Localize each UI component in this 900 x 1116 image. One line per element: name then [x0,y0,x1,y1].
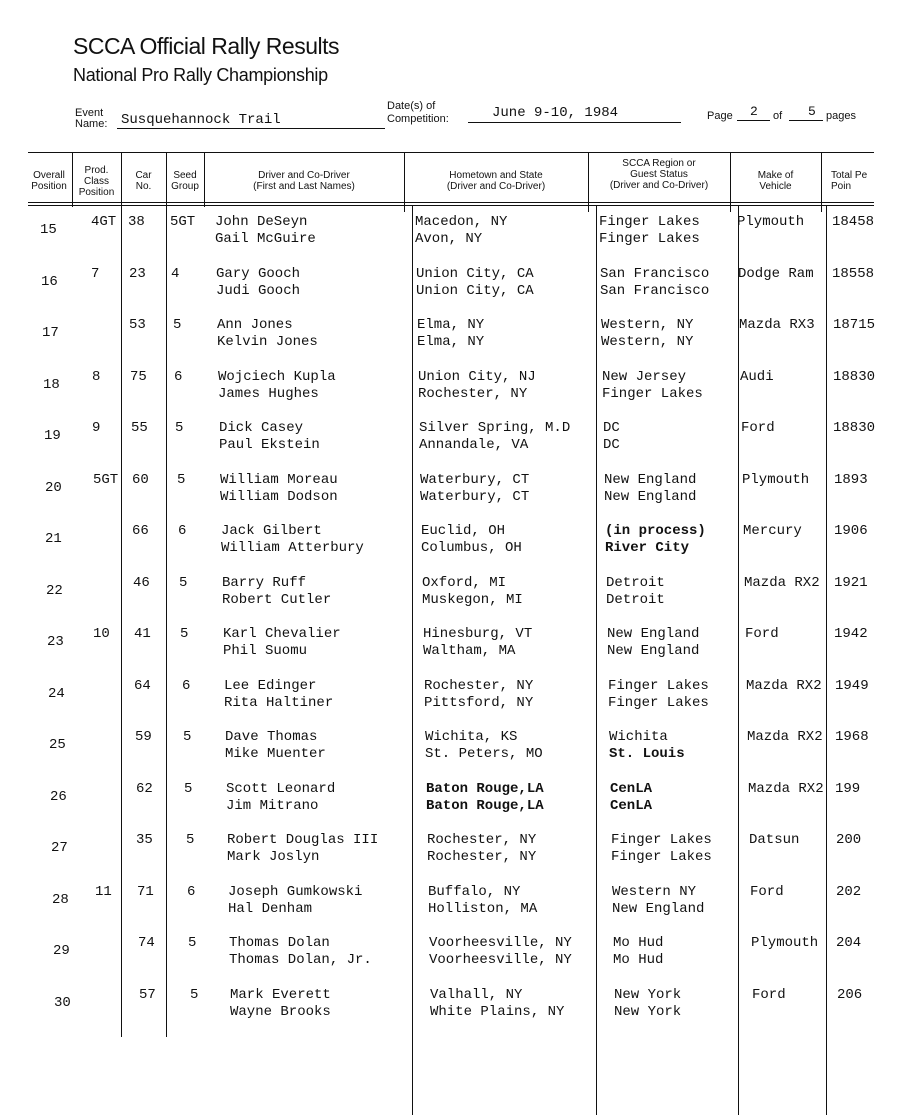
overall-position: 18 [43,377,60,393]
competition-label: Competition: [387,113,449,125]
vehicle-make: Mazda RX2 [747,729,823,745]
codriver-hometown: Voorheesville, NY [429,952,572,968]
col-header-overall: Overall Position [31,170,67,192]
vehicle-make: Mazda RX2 [748,781,824,797]
total-points: 1968 [835,729,869,745]
header-bottom-rule [28,202,874,203]
driver-name: Thomas Dolan [229,935,330,951]
car-number: 66 [132,523,149,539]
header-bottom-rule-2 [28,205,874,206]
page-label: Page [707,110,733,122]
driver-hometown: Oxford, MI [422,575,507,591]
codriver-region: Detroit [606,592,665,608]
overall-position: 29 [53,943,70,959]
codriver-region: Finger Lakes [611,849,712,865]
prod-class-position: 7 [91,266,100,282]
seed-group: 5 [175,420,184,436]
pages-label: pages [826,110,856,122]
driver-name: Scott Leonard [226,781,336,797]
codriver-hometown: Waterbury, CT [420,489,530,505]
codriver-region: New England [604,489,697,505]
event-underline [117,128,385,129]
vehicle-make: Ford [741,420,775,436]
driver-hometown: Valhall, NY [430,987,523,1003]
overall-position: 27 [51,840,68,856]
driver-region: New England [604,472,697,488]
codriver-name: Jim Mitrano [226,798,319,814]
seed-group: 5 [180,626,189,642]
seed-group: 5GT [170,214,196,230]
total-points: 1949 [835,678,869,694]
codriver-name: Mike Muenter [225,746,326,762]
total-points: 18558 [832,266,875,282]
page-total: 5 [808,104,816,119]
codriver-region: New England [607,643,700,659]
driver-hometown: Silver Spring, M.D [419,420,571,436]
overall-position: 26 [50,789,67,805]
codriver-hometown: White Plains, NY [430,1004,565,1020]
car-number: 71 [137,884,154,900]
driver-name: Mark Everett [230,987,331,1003]
prod-class-position: 5GT [93,472,119,488]
driver-name: Wojciech Kupla [218,369,336,385]
col-header-driver: Driver and Co-Driver (First and Last Names) [253,170,355,192]
seed-group: 6 [187,884,196,900]
codriver-region: Western, NY [601,334,694,350]
car-number: 60 [132,472,149,488]
codriver-region: San Francisco [600,283,710,299]
codriver-hometown: St. Peters, MO [425,746,543,762]
driver-region: New Jersey [602,369,687,385]
driver-hometown: Hinesburg, VT [423,626,533,642]
prod-class-position: 10 [93,626,110,642]
codriver-name: Kelvin Jones [217,334,318,350]
codriver-region: CenLA [610,798,653,814]
column-divider [166,152,167,1037]
driver-name: Lee Edinger [224,678,317,694]
table-top-rule [28,152,874,153]
codriver-hometown: Avon, NY [415,231,483,247]
codriver-region: St. Louis [609,746,685,762]
vehicle-make: Datsun [749,832,800,848]
driver-region: New York [614,987,682,1003]
overall-position: 30 [54,995,71,1011]
driver-hometown: Union City, CA [416,266,534,282]
car-number: 23 [129,266,146,282]
codriver-name: Phil Suomu [223,643,308,659]
overall-position: 25 [49,737,66,753]
vehicle-make: Plymouth [742,472,810,488]
driver-region: Mo Hud [613,935,664,951]
codriver-name: William Dodson [220,489,338,505]
col-header-region: SCCA Region or Guest Status (Driver and Co-Driver) [609,157,709,191]
driver-hometown: Union City, NJ [418,369,536,385]
prod-class-position: 11 [95,884,112,900]
codriver-hometown: Union City, CA [416,283,534,299]
overall-position: 22 [46,583,63,599]
car-number: 46 [133,575,150,591]
page-number: 2 [750,104,758,119]
car-number: 55 [131,420,148,436]
driver-hometown: Waterbury, CT [420,472,530,488]
car-number: 41 [134,626,151,642]
driver-hometown: Baton Rouge,LA [426,781,544,797]
seed-group: 6 [174,369,183,385]
codriver-hometown: Annandale, VA [419,437,529,453]
codriver-region: Finger Lakes [608,695,709,711]
driver-hometown: Rochester, NY [427,832,537,848]
car-number: 75 [130,369,147,385]
codriver-name: Rita Haltiner [224,695,334,711]
overall-position: 17 [42,325,59,341]
total-points: 1906 [834,523,868,539]
codriver-hometown: Rochester, NY [427,849,537,865]
total-points: 1921 [834,575,868,591]
total-points: 206 [837,987,863,1003]
event-name-label: Name: [75,118,108,130]
col-header-car-no: Car No. [135,170,152,192]
driver-name: Gary Gooch [216,266,301,282]
event-name-value: Susquehannock Trail [121,112,281,128]
col-header-points: Total Pe Poin [831,170,868,192]
codriver-region: DC [603,437,620,453]
of-label: of [773,110,783,122]
codriver-region: Mo Hud [613,952,664,968]
vehicle-make: Plymouth [751,935,819,951]
driver-name: Barry Ruff [222,575,307,591]
codriver-hometown: Waltham, MA [423,643,516,659]
codriver-region: New England [612,901,705,917]
prod-class-position: 8 [92,369,101,385]
driver-name: Dick Casey [219,420,304,436]
prod-class-position: 4GT [91,214,117,230]
driver-region: New England [607,626,700,642]
codriver-name: Gail McGuire [215,231,316,247]
total-points: 18830 [833,369,876,385]
driver-name: Karl Chevalier [223,626,341,642]
codriver-hometown: Baton Rouge,LA [426,798,544,814]
driver-name: Jack Gilbert [221,523,322,539]
codriver-region: Finger Lakes [599,231,700,247]
overall-position: 20 [45,480,62,496]
codriver-name: Mark Joslyn [227,849,320,865]
seed-group: 5 [190,987,199,1003]
codriver-hometown: Rochester, NY [418,386,528,402]
driver-region: CenLA [610,781,653,797]
codriver-hometown: Columbus, OH [421,540,522,556]
total-points: 1893 [834,472,868,488]
driver-hometown: Rochester, NY [424,678,534,694]
codriver-hometown: Muskegon, MI [422,592,523,608]
page-subtitle: National Pro Rally Championship [73,65,328,85]
vehicle-make: Ford [752,987,786,1003]
column-divider [738,205,739,1115]
vehicle-make: Mercury [743,523,802,539]
overall-position: 19 [44,428,61,444]
driver-hometown: Euclid, OH [421,523,506,539]
codriver-name: Thomas Dolan, Jr. [229,952,372,968]
total-underline [789,120,823,121]
seed-group: 4 [171,266,180,282]
vehicle-make: Ford [750,884,784,900]
vehicle-make: Dodge Ram [738,266,814,282]
total-points: 18715 [833,317,876,333]
seed-group: 6 [182,678,191,694]
vehicle-make: Plymouth [737,214,805,230]
driver-region: Finger Lakes [611,832,712,848]
total-points: 204 [836,935,862,951]
total-points: 18458 [832,214,875,230]
column-divider [121,152,122,1037]
codriver-name: William Atterbury [221,540,364,556]
vehicle-make: Ford [745,626,779,642]
driver-region: Detroit [606,575,665,591]
driver-name: Dave Thomas [225,729,318,745]
driver-name: Robert Douglas III [227,832,379,848]
overall-position: 28 [52,892,69,908]
seed-group: 5 [188,935,197,951]
col-header-make: Make of Vehicle [757,170,794,192]
driver-region: San Francisco [600,266,710,282]
seed-group: 5 [173,317,182,333]
vehicle-make: Mazda RX2 [746,678,822,694]
date-underline [468,122,681,123]
driver-hometown: Macedon, NY [415,214,508,230]
total-points: 1942 [834,626,868,642]
codriver-name: Hal Denham [228,901,313,917]
driver-region: Finger Lakes [608,678,709,694]
driver-hometown: Buffalo, NY [428,884,521,900]
page-title: SCCA Official Rally Results [73,33,339,59]
codriver-name: Robert Cutler [222,592,332,608]
car-number: 59 [135,729,152,745]
page-underline [737,120,770,121]
codriver-hometown: Holliston, MA [428,901,538,917]
car-number: 64 [134,678,151,694]
codriver-name: Judi Gooch [216,283,301,299]
codriver-name: Wayne Brooks [230,1004,331,1020]
seed-group: 5 [179,575,188,591]
vehicle-make: Mazda RX3 [739,317,815,333]
driver-name: Ann Jones [217,317,293,333]
driver-name: John DeSeyn [215,214,308,230]
codriver-region: Finger Lakes [602,386,703,402]
prod-class-position: 9 [92,420,101,436]
driver-hometown: Voorheesville, NY [429,935,572,951]
seed-group: 5 [186,832,195,848]
overall-position: 23 [47,634,64,650]
codriver-hometown: Pittsford, NY [424,695,534,711]
overall-position: 21 [45,531,62,547]
column-divider [596,205,597,1115]
column-divider [826,205,827,1115]
total-points: 200 [836,832,862,848]
driver-name: William Moreau [220,472,338,488]
date-value: June 9-10, 1984 [492,105,619,121]
seed-group: 5 [177,472,186,488]
total-points: 199 [835,781,861,797]
car-number: 38 [128,214,145,230]
car-number: 62 [136,781,153,797]
codriver-region: New York [614,1004,682,1020]
driver-hometown: Elma, NY [417,317,485,333]
overall-position: 24 [48,686,65,702]
driver-region: Wichita [609,729,668,745]
event-label: Event [75,107,104,119]
codriver-name: Paul Ekstein [219,437,320,453]
codriver-hometown: Elma, NY [417,334,485,350]
seed-group: 5 [184,781,193,797]
car-number: 53 [129,317,146,333]
overall-position: 16 [41,274,58,290]
driver-region: Western NY [612,884,697,900]
driver-region: DC [603,420,620,436]
column-divider [412,205,413,1115]
seed-group: 6 [178,523,187,539]
car-number: 35 [136,832,153,848]
driver-region: (in process) [605,523,706,539]
codriver-region: River City [605,540,690,556]
driver-region: Finger Lakes [599,214,700,230]
driver-region: Western, NY [601,317,694,333]
vehicle-make: Mazda RX2 [744,575,820,591]
total-points: 202 [836,884,862,900]
seed-group: 5 [183,729,192,745]
total-points: 18830 [833,420,876,436]
col-header-prod-class: Prod. Class Position [78,164,115,198]
overall-position: 15 [40,222,57,238]
car-number: 57 [139,987,156,1003]
vehicle-make: Audi [740,369,774,385]
date-label: Date(s) of [387,100,436,112]
col-header-seed-group: Seed Group [171,170,199,192]
driver-hometown: Wichita, KS [425,729,518,745]
driver-name: Joseph Gumkowski [228,884,363,900]
codriver-name: James Hughes [218,386,319,402]
col-header-hometown: Hometown and State (Driver and Co-Driver) [446,170,546,192]
car-number: 74 [138,935,155,951]
